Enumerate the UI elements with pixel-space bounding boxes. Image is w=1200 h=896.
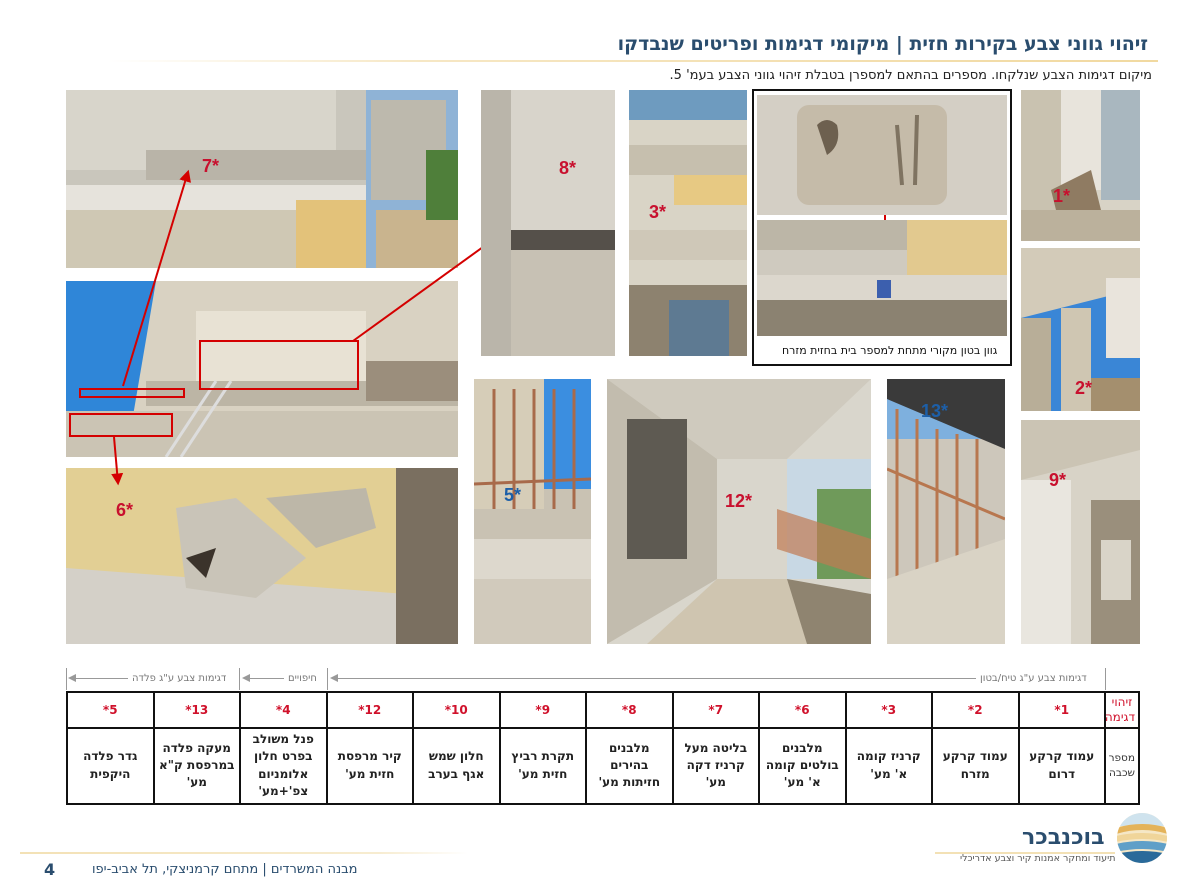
sample-marker-7: 7* [202,156,220,176]
photo-sample-13 [887,379,1005,644]
sample-marker-12: 12* [725,491,753,511]
sample-marker-2: 2* [1075,378,1093,398]
group-line-concrete [336,678,976,679]
photo-sample-3 [629,90,747,356]
sample-num-8: 8* [586,692,673,728]
group-label-concrete: דגימות צבע ע"ג טיח/בטון [980,673,1087,684]
photo-sample-6 [66,468,458,644]
sample-marker-5: 5* [504,485,522,505]
footer-divider-left [20,852,468,854]
sample-num-6: 6* [759,692,846,728]
row-label-sample: זיהוי דגימה [1105,692,1139,728]
photo-sample-7 [66,90,458,268]
photo-sample-1 [1021,90,1140,241]
group-tick-steel [239,668,240,690]
sample-desc-1: עמוד קרקע דרום [1019,728,1106,804]
page-subtitle: מיקום דגימות הצבע שנלקחו. מספרים בהתאם למספרן בטבלת זיהוי גווני הצבע בעמ' 5. [669,68,1152,83]
sample-num-13: 13* [154,692,241,728]
sample-desc-2: עמוד קרקע מזרח [932,728,1019,804]
photo-sample-8 [481,90,615,356]
sample-num-2: 2* [932,692,1019,728]
sample-num-12: 12* [327,692,414,728]
footer-project-name: מבנה המשרדים | מתחם קרמניצקי, תל אביב-יפו [92,862,358,877]
samples-table [66,691,1140,805]
sample-desc-8: מלבנים בהירים חזיתות מע' [586,728,673,804]
sample-num-5: 5* [67,692,154,728]
photo-facade-overview [66,281,458,457]
sample-num-3: 3* [846,692,933,728]
sample-num-7: 7* [673,692,760,728]
sample-desc-5: גדר פלדה היקפית [67,728,154,804]
photo-sample-2 [1021,248,1140,411]
sample-number-row [67,692,1139,728]
sample-num-1: 1* [1019,692,1106,728]
page-number: 4 [44,860,56,879]
sample-marker-6: 6* [116,500,134,520]
sample-desc-6: מלבנים בולטים קומה א' מע' [759,728,846,804]
sample-desc-9: תקרת רביץ חזית מע' [500,728,587,804]
sample-marker-9: 9* [1049,470,1067,490]
photo-sample-5 [474,379,591,644]
group-line-steel [74,678,128,679]
title-divider [108,60,1158,62]
brand-name: בוכנבכר [1022,825,1105,850]
sample-desc-10: חלון שמש אגף בערב [413,728,500,804]
sample-marker-1: 1* [1053,186,1071,206]
sample-desc-12: קיר מרפסת חזית מע' [327,728,414,804]
sample-desc-4: פנל משולב בפרט חלון אלומניום צפ'+מע' [240,728,327,804]
group-label-coatings: חיפויים [288,673,317,684]
sample-marker-13: 13* [921,401,949,421]
photo-sample-12 [607,379,871,644]
photo-original-concrete-context [757,220,1007,336]
row-label-layer: מספר שכבה [1105,728,1139,804]
group-tick-right [1105,668,1106,690]
sample-num-9: 9* [500,692,587,728]
group-line-coatings [248,678,284,679]
group-label-steel: דגימות צבע ע"ג פלדה [132,673,227,684]
brand-logo-icon [1116,812,1168,864]
sample-desc-3: קרניז קומה א' מע' [846,728,933,804]
page-title: זיהוי גווני צבע בקירות חזית | מיקומי דגימות ופריטים שנבדקו [617,33,1148,55]
photo-sample-9 [1021,420,1140,644]
group-tick-coatings [327,668,328,690]
sample-desc-13: מעקה פלדה במרפסת ק"א מע' [154,728,241,804]
sample-desc-7: בליטה מעל קרניז דקה מע' [673,728,760,804]
photo-original-concrete-closeup [757,95,1007,215]
sample-num-4: 4* [240,692,327,728]
sample-marker-8: 8* [559,158,577,178]
brand-tagline: תיעוד ומחקר אמנות קיר וצבע אדריכלי [960,853,1116,864]
sample-marker-3: 3* [649,202,667,222]
group-tick-left [66,668,67,690]
original-concrete-caption: גוון בטון מקורי מתחת למספר בית בחזית מזרח [782,344,998,357]
sample-num-10: 10* [413,692,500,728]
sample-description-row [67,728,1139,804]
